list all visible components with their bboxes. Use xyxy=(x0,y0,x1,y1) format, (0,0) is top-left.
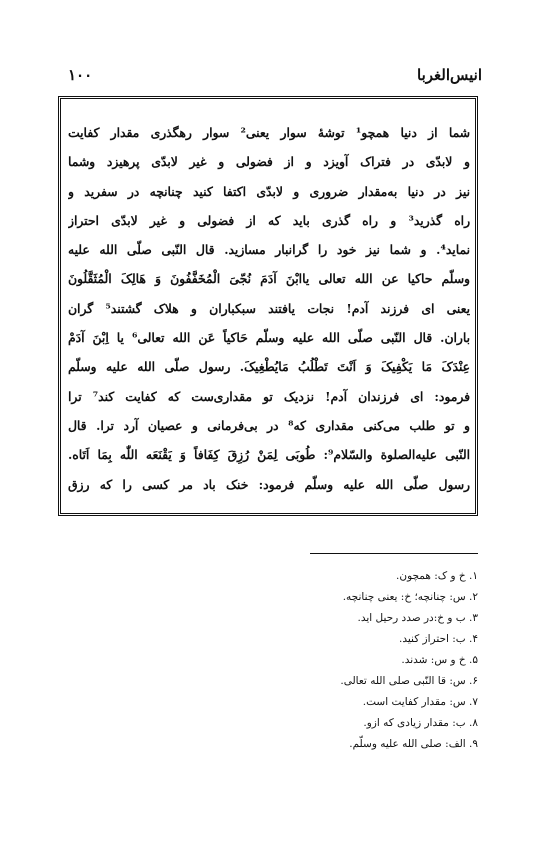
text-line: فرمود: ای فرزندان آدم! نزدیک تو مقداری‌ست که کفایت کند⁷ ترا xyxy=(68,388,470,404)
footnote-divider xyxy=(310,553,478,554)
footnotes-list xyxy=(218,566,478,755)
footnote-item: ۱. خ و ک: همچون. xyxy=(396,570,478,582)
text-line: رسول صلّی الله علیه وسلّم فرمود: خنک باد مر کسی را که رزق xyxy=(68,476,470,492)
footnote-item: ۴. ب: احتراز کنید. xyxy=(399,633,478,645)
text-line: نماید⁴. و شما نیز خود را گرانبار مسازید. قال النّبی صلّی الله علیه xyxy=(68,242,470,258)
text-line: شما از دنیا همچو¹ توشهٔ سوار یعنی² سوار رهگذری مقدار کفایت xyxy=(68,125,470,140)
footnote-item: ۶. س: قا النّبی صلی الله تعالی. xyxy=(340,675,478,687)
text-line: وسلّم حاکیا عن الله تعالی یاابْنَ آدَمَ نُجّیَ الْمُخَفَّفُونَ وَ هَالِکَ الْمُثَقَّلُونَ xyxy=(68,271,470,287)
main-text-block xyxy=(68,118,470,499)
text-line: یعنی ای فرزند آدم! نجات یافتند سبکباران و هلاک گشتند⁵ گران xyxy=(68,300,470,316)
footnote-item: ۷. س: مقدار کفایت است. xyxy=(362,696,478,708)
text-line: و لابدّی در فتراک آویزد و از فضولی و غیر لابدّی پرهیزد وشما xyxy=(68,154,470,170)
running-header-title: انیس‌الغربا xyxy=(417,66,482,84)
page-number: ۱۰۰ xyxy=(68,66,93,84)
text-line: و تو طلب می‌کنی مقداری که⁸ در بی‌فرمانی و عصیان آرد ترا. قال xyxy=(68,417,470,433)
footnote-item: ۸. ب: مقدار زیادی که ازو. xyxy=(363,717,478,729)
footnote-item: ۲. س: چنانچه؛ خ: یعنی چنانچه. xyxy=(342,591,478,603)
text-line: النّبی علیه‌الصلوة والسّلام⁹: طُوبَی لِمَنْ رُزِقَ کِفَافاً وَ یَقْنَعَه اللّٰه بِمَا اَتَاه. xyxy=(68,447,470,463)
text-line: باران. قال النّبی صلّی الله علیه وسلّم حَاکیاً عَن الله تعالی⁶ یا اِبْنَ آدَمْ xyxy=(68,330,470,346)
footnote-item: ۳. ب و خ:در صدد رحیل اید. xyxy=(357,612,478,624)
text-line: راه گذرید³ و راه گذری باید که از فضولی و غیر لابدّی احتراز xyxy=(68,212,470,228)
text-line: نیز در دنیا به‌مقدار ضروری و لابدّی اکتفا کنید چنانچه در سفرید و xyxy=(68,183,470,199)
footnote-item: ۵. خ و س: شدند. xyxy=(401,654,478,666)
footnote-item: ۹. الف: صلی الله علیه وسلّم. xyxy=(349,738,478,750)
text-line: عِنْدَکَ مَا یَکْفِیکَ وَ اَنْتَ تَطْلُبُ مَایُطْغِیکَ. رسول صلّی الله علیه وسلّم xyxy=(68,359,470,375)
